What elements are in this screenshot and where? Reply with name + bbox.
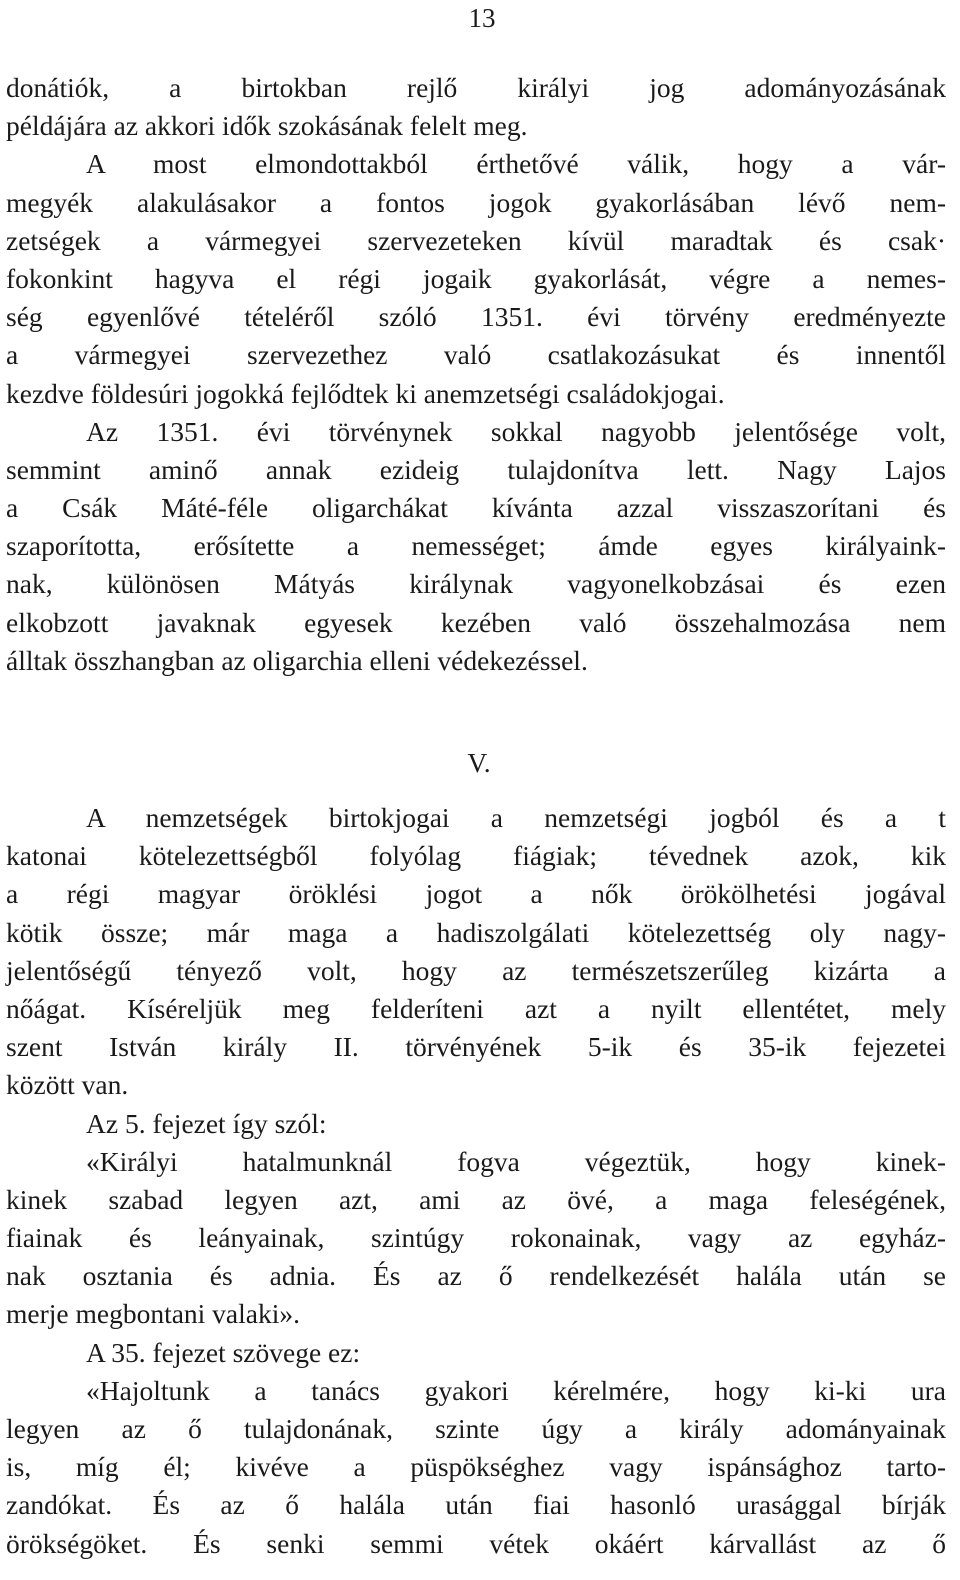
text-line: nőágat. Kíséreljük meg felderíteni azt a nyilt ellentétet, mely xyxy=(6,992,946,1024)
text-line: elkobzott javaknak egyesek kezében való összehalmozása nem xyxy=(6,606,946,638)
text-line: zandókat. És az ő halála után fiai hasonló urasággal bírják xyxy=(6,1489,946,1521)
text-line: példájára az akkori idők szokásának felelt meg. xyxy=(6,110,528,142)
text-line: zetségek a vármegyei szervezeteken kívül maradtak és csak· xyxy=(6,224,946,256)
text-line: ség egyenlővé tételéről szóló 1351. évi törvény eredményezte xyxy=(6,301,946,333)
text-line: «Királyi hatalmunknál fogva végeztük, hogy kinek- xyxy=(86,1145,946,1177)
text-line: nak, különösen Mátyás királynak vagyonelkobzásai és ezen xyxy=(6,568,946,600)
text-line: kezdve földesúri jogokká fejlődtek ki anemzetségi családokjogai. xyxy=(6,377,725,409)
text-line: kötik össze; már maga a hadiszolgálati kötelezettség oly nagy- xyxy=(6,916,946,948)
text-line: A 35. fejezet szövege ez: xyxy=(86,1336,361,1368)
text-line: kinek szabad legyen azt, ami az övé, a maga feleségének, xyxy=(6,1183,946,1215)
text-line: is, míg él; kivéve a püspökséghez vagy ispánsághoz tarto- xyxy=(6,1451,946,1483)
page-number-text: 13 xyxy=(468,3,496,33)
section-heading xyxy=(0,744,960,782)
text-line: álltak összhangban az oligarchia elleni védekezéssel. xyxy=(6,644,588,676)
text-line: a régi magyar öröklési jogot a nők örökölhetési jogával xyxy=(6,878,946,910)
text-line: megyék alakulásakor a fontos jogok gyakorlásában lévő nem- xyxy=(6,186,946,218)
text-line: A most elmondottakból érthetővé válik, hogy a vár- xyxy=(86,148,946,180)
text-line: A nemzetségek birtokjogai a nemzetségi jogból és a t xyxy=(86,802,946,833)
body-text-section-a xyxy=(6,69,946,680)
text-line: semmint aminő annak ezideig tulajdonítva lett. Nagy Lajos xyxy=(6,453,946,485)
text-line: merje megbontani valaki». xyxy=(6,1298,301,1330)
text-line: jelentőségű tényező volt, hogy az természetszerűleg kizárta a xyxy=(6,954,946,986)
text-line: fokonkint hagyva el régi jogaik gyakorlását, végre a nemes- xyxy=(6,262,946,294)
text-line: szent István király II. törvényének 5-ik és 35-ik fejezetei xyxy=(6,1031,946,1063)
text-line: örökségöket. És senki semmi vétek okáért kárvallást az ő xyxy=(6,1527,946,1559)
page-number xyxy=(0,0,960,36)
text-line: nak osztania és adnia. És az ő rendelkezését halála után se xyxy=(6,1260,946,1292)
text-line: «Hajoltunk a tanács gyakori kérelmére, hogy ki-ki ura xyxy=(86,1374,946,1406)
text-line: a vármegyei szervezethez való csatlakozásukat és innentől xyxy=(6,339,946,371)
text-line: között van. xyxy=(6,1069,129,1101)
section-heading-text: V. xyxy=(467,747,491,778)
text-line: donátiók, a birtokban rejlő királyi jog adományozásának xyxy=(6,72,946,103)
text-line: katonai kötelezettségből folyólag fiágiak; tévednek azok, kik xyxy=(6,840,946,872)
text-line: legyen az ő tulajdonának, szinte úgy a király adományainak xyxy=(6,1413,946,1444)
text-line: a Csák Máté-féle oligarchákat kívánta azzal visszaszorítani és xyxy=(6,492,946,524)
text-line: szaporította, erősítette a nemességet; ámde egyes királyaink- xyxy=(6,530,946,562)
text-line: Az 5. fejezet így szól: xyxy=(86,1107,327,1139)
body-text-section-b xyxy=(6,799,946,1563)
text-line: Az 1351. évi törvénynek sokkal nagyobb jelentősége volt, xyxy=(86,415,946,447)
text-line: fiainak és leányainak, szintúgy rokonainak, vagy az egyház- xyxy=(6,1222,946,1254)
